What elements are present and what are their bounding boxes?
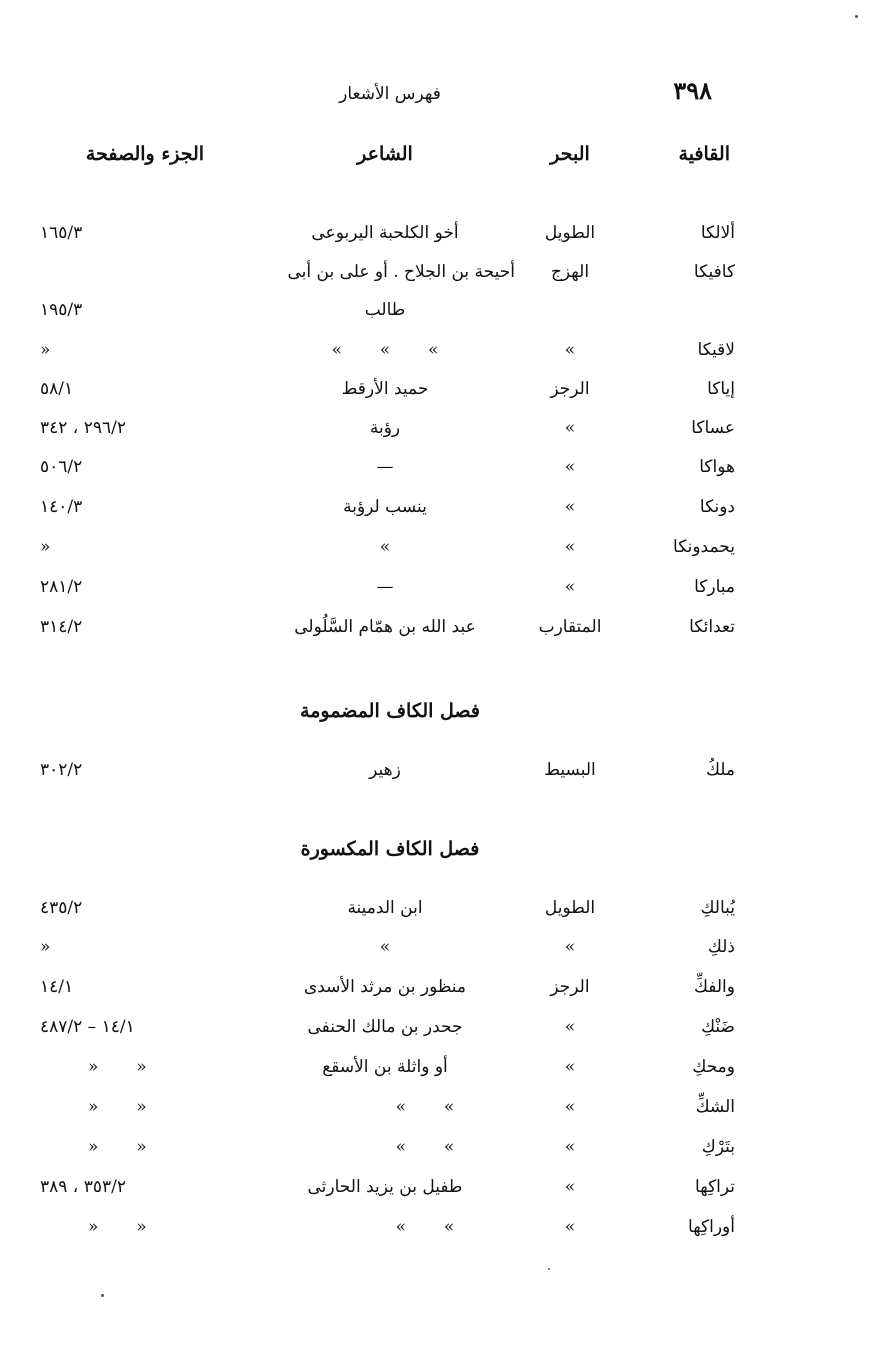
table-row	[0, 418, 885, 452]
column-header-poet: الشاعر	[357, 143, 413, 165]
ref-cell: ١٤٠/٣	[40, 497, 83, 517]
rhyme-cell: يُبالكِ	[700, 898, 735, 918]
meter-cell: البسيط	[544, 760, 596, 780]
meter-cell: الرجز	[550, 379, 590, 399]
meter-cell: »	[564, 937, 576, 957]
ref-cell: »	[40, 340, 51, 360]
table-row	[0, 223, 885, 257]
rhyme-cell: لاقيكا	[697, 340, 735, 360]
ref-cell: ٥٨/١	[40, 379, 74, 399]
poet-cell: عبد الله بن همّام السَّلُولى	[294, 617, 476, 637]
meter-cell: المتقارب	[538, 617, 602, 637]
meter-cell: »	[564, 457, 576, 477]
rhyme-cell: بتَرْكِ	[701, 1137, 735, 1157]
meter-cell: الهزج	[550, 262, 590, 282]
table-row	[0, 537, 885, 571]
poet-cell: طفيل بن يزيد الحارثى	[307, 1177, 463, 1197]
poet-cell: » »	[395, 1137, 455, 1157]
column-header-meter: البحر	[550, 143, 590, 165]
ref-cell: » »	[88, 1057, 147, 1077]
table-row	[0, 300, 885, 334]
rhyme-cell: عساكا	[691, 418, 735, 438]
table-row	[0, 1177, 885, 1211]
meter-cell: »	[564, 537, 576, 557]
ref-cell: » »	[88, 1217, 147, 1237]
poet-cell: —	[376, 457, 394, 477]
rhyme-cell: ومحكِ	[692, 1057, 735, 1077]
meter-cell: »	[564, 340, 576, 360]
page-number: ٣٩٨	[673, 76, 712, 105]
ref-cell: ٢٩٦/٢ ، ٣٤٢	[40, 418, 126, 438]
table-row	[0, 1097, 885, 1131]
poet-cell: أو واثلة بن الأسقع	[322, 1057, 448, 1077]
poet-cell: » »	[395, 1217, 455, 1237]
section-title-damma: فصل الكاف المضمومة	[300, 700, 480, 722]
meter-cell: الرجز	[550, 977, 590, 997]
scan-speck	[855, 15, 858, 18]
meter-cell: »	[564, 577, 576, 597]
poet-cell: —	[376, 577, 394, 597]
ref-cell: ٣٥٣/٢ ، ٣٨٩	[40, 1177, 126, 1197]
rhyme-cell: هواكا	[699, 457, 735, 477]
poet-cell: ينسب لرؤبة	[343, 497, 427, 517]
rhyme-cell: تراكِها	[695, 1177, 735, 1197]
table-row	[0, 760, 885, 794]
ref-cell: ١٤/١ – ٤٨٧/٢	[40, 1017, 135, 1037]
poet-cell: منظور بن مرثد الأسدى	[303, 977, 467, 997]
table-row	[0, 1137, 885, 1171]
meter-cell: »	[564, 1137, 576, 1157]
table-row	[0, 577, 885, 611]
ref-cell: » »	[88, 1137, 147, 1157]
rhyme-cell: ملكُ	[705, 760, 735, 780]
meter-cell: »	[564, 1097, 576, 1117]
poet-cell: » »	[395, 1097, 455, 1117]
meter-cell: الطويل	[544, 898, 596, 918]
scan-speck	[548, 1268, 550, 1270]
ref-cell: ٣١٤/٢	[40, 617, 83, 637]
rhyme-cell: ألالكا	[700, 223, 735, 243]
ref-cell: ٥٠٦/٢	[40, 457, 83, 477]
poet-cell: »	[379, 937, 391, 957]
ref-cell: ١٩٥/٣	[40, 300, 83, 320]
ref-cell: »	[40, 937, 51, 957]
ref-cell: »	[40, 537, 51, 557]
meter-cell: »	[564, 497, 576, 517]
poet-cell: جحدر بن مالك الحنفى	[307, 1017, 463, 1037]
poet-cell: »	[379, 537, 391, 557]
table-row	[0, 1217, 885, 1251]
table-row	[0, 1057, 885, 1091]
table-row	[0, 262, 885, 296]
table-row	[0, 977, 885, 1011]
ref-cell: ٤٣٥/٢	[40, 898, 83, 918]
rhyme-cell: والفكِّ	[693, 977, 735, 997]
table-row	[0, 898, 885, 932]
table-row	[0, 497, 885, 531]
column-header-volume-page: الجزء والصفحة	[85, 143, 205, 165]
poet-cell: أحيحة بن الجلاح . أو على بن أبى	[287, 262, 515, 282]
rhyme-cell: أوراكِها	[688, 1217, 735, 1237]
poet-cell: أخو الكلحبة اليربوعى	[311, 223, 459, 243]
ref-cell: ٣٠٢/٢	[40, 760, 83, 780]
meter-cell: »	[564, 1217, 576, 1237]
table-row	[0, 379, 885, 413]
rhyme-cell: الشكِّ	[695, 1097, 735, 1117]
rhyme-cell: إياكا	[707, 379, 735, 399]
rhyme-cell: مباركا	[694, 577, 735, 597]
poet-cell: ابن الدمينة	[347, 898, 423, 918]
ref-cell: ١٦٥/٣	[40, 223, 83, 243]
poet-cell: حميد الأرقط	[341, 379, 429, 399]
section-title-kasra: فصل الكاف المكسورة	[300, 838, 480, 860]
rhyme-cell: كافيكا	[693, 262, 735, 282]
ref-cell: » »	[88, 1097, 147, 1117]
meter-cell: »	[564, 418, 576, 438]
table-row	[0, 617, 885, 651]
running-title: فهرس الأشعار	[339, 84, 441, 104]
rhyme-cell: ضَنْكِ	[701, 1017, 735, 1037]
poet-cell: زهير	[369, 760, 401, 780]
table-row	[0, 457, 885, 491]
ref-cell: ١٤/١	[40, 977, 74, 997]
table-row	[0, 1017, 885, 1051]
meter-cell: »	[564, 1177, 576, 1197]
poet-cell: رؤبة	[369, 418, 401, 438]
poet-cell: طالب	[364, 300, 406, 320]
table-row	[0, 937, 885, 971]
poet-cell: » » »	[331, 340, 439, 360]
meter-cell: »	[564, 1057, 576, 1077]
rhyme-cell: دونكا	[699, 497, 735, 517]
rhyme-cell: يحمدونكا	[673, 537, 735, 557]
meter-cell: الطويل	[544, 223, 596, 243]
table-row	[0, 340, 885, 374]
rhyme-cell: ذلكِ	[707, 937, 735, 957]
ref-cell: ٢٨١/٢	[40, 577, 83, 597]
scan-speck	[101, 1294, 104, 1297]
meter-cell: »	[564, 1017, 576, 1037]
rhyme-cell: تعدائكا	[689, 617, 735, 637]
column-header-rhyme: القافية	[678, 143, 730, 165]
